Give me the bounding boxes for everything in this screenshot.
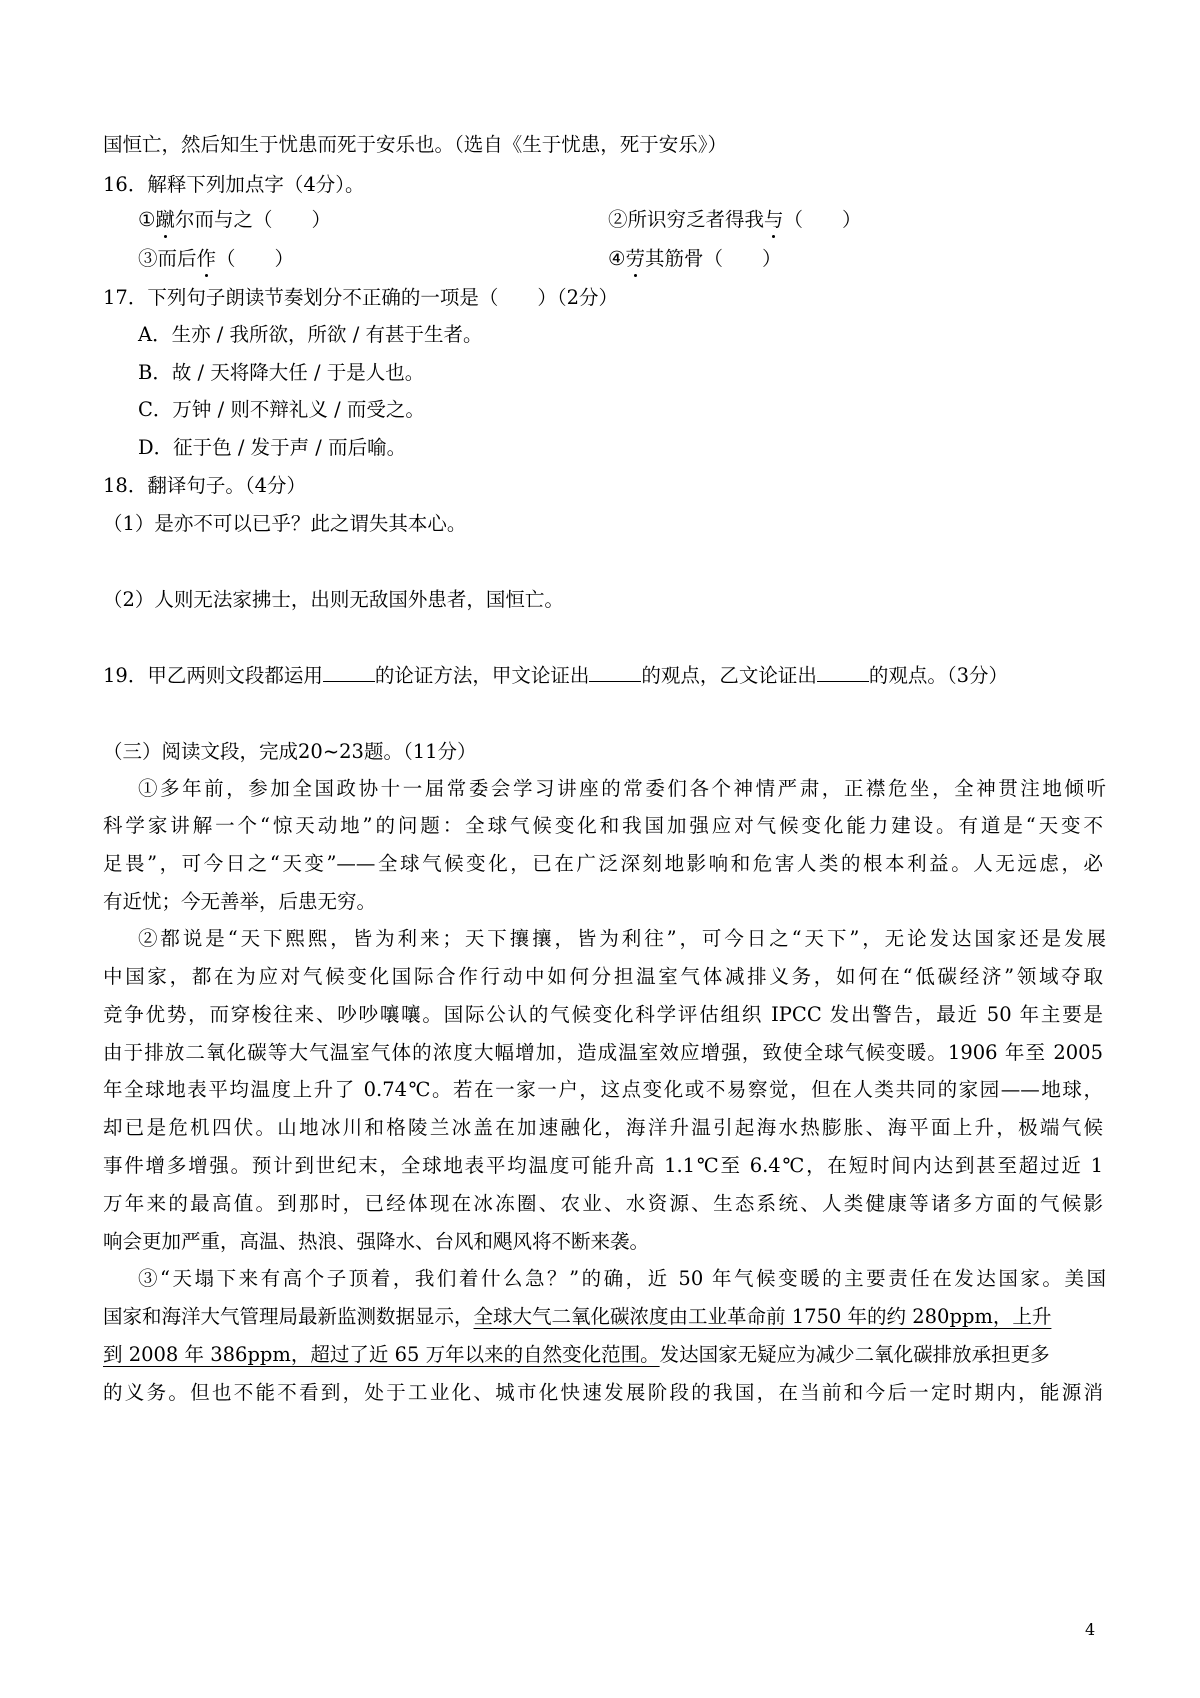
q17-option-c: C．万钟 / 则不辩礼义 / 而受之。 — [138, 398, 425, 421]
q16-item-1: ①蹴尔而与之（ ） — [138, 208, 332, 231]
q16-item-2: ②所识穷乏者得我与（ ） — [608, 208, 862, 231]
emphasis-dot-char: 与 — [764, 208, 784, 231]
q16-item-4: ④劳其筋骨（ ） — [608, 247, 782, 270]
q18-sentence-1: （1）是亦不可以已乎？此之谓失其本心。 — [103, 512, 467, 535]
para2-line-8: 万年来的最高值。到那时，已经体现在冰冻圈、农业、水资源、生态系统、人类健康等诸多方面的气候影 — [103, 1192, 1103, 1215]
emphasis-dot-char: 劳 — [625, 247, 645, 270]
emphasis-dot-char: 作 — [196, 247, 217, 270]
q18-title: 18．翻译句子。（4分） — [103, 474, 306, 497]
para1-line-2: 科学家讲解一个“惊天动地”的问题：全球气候变化和我国加强应对气候变化能力建设。有道是“天变不 — [103, 814, 1103, 837]
para3-line-2: 国家和海洋大气管理局最新监测数据显示，全球大气二氧化碳浓度由工业革命前 1750 年的约 280ppm，上升 — [103, 1305, 1052, 1328]
para1-line-4: 有近忧；今无善举，后患无穷。 — [103, 890, 377, 913]
q16-title: 16．解释下列加点字（4分）。 — [103, 173, 365, 196]
q17-option-b: B．故 / 天将降大任 / 于是人也。 — [138, 361, 425, 384]
underlined-sentence: 到 2008 年 386ppm，超过了近 65 万年以来的自然变化范围。 — [103, 1343, 660, 1366]
answer-blank-1[interactable] — [323, 663, 375, 682]
underlined-sentence: 全球大气二氧化碳浓度由工业革命前 1750 年的约 280ppm，上升 — [473, 1305, 1052, 1328]
para2-line-6: 却已是危机四伏。山地冰川和格陵兰冰盖在加速融化，海洋升温引起海水热膨胀、海平面上升，极端气候 — [103, 1116, 1103, 1139]
passage-jia-tail: 国恒亡，然后知生于忧患而死于安乐也。（选自《生于忧患，死于安乐》） — [103, 133, 728, 156]
para2-line-7: 事件增多增强。预计到世纪末，全球地表平均温度可能升高 1.1℃至 6.4℃，在短时间内达到甚至超过近 1 — [103, 1154, 1103, 1177]
para1-line-1: ①多年前，参加全国政协十一届常委会学习讲座的常委们各个神情严肃，正襟危坐，全神贯注地倾听 — [138, 777, 1106, 800]
answer-blank-2[interactable] — [589, 663, 641, 682]
para2-line-4: 由于排放二氧化碳等大气温室气体的浓度大幅增加，造成温室效应增强，致使全球气候变暖。1906 年至 2005 — [103, 1041, 1103, 1064]
para2-line-9: 响会更加严重，高温、热浪、强降水、台风和飓风将不断来袭。 — [103, 1230, 650, 1253]
q17-option-d: D．征于色 / 发于声 / 而后喻。 — [138, 436, 407, 459]
q19-question: 19．甲乙两则文段都运用 的论证方法，甲文论证出 的观点，乙文论证出 的观点。（3分） — [103, 664, 1009, 687]
para2-line-5: 年全球地表平均温度上升了 0.74℃。若在一家一户，这点变化或不易察觉，但在人类共同的家园——地球， — [103, 1078, 1103, 1101]
q16-item-3: ③而后作（ ） — [138, 247, 295, 270]
para3-line-1: ③“天塌下来有高个子顶着，我们着什么急？”的确，近 50 年气候变暖的主要责任在发达国家。美国 — [138, 1267, 1106, 1290]
para2-line-1: ②都说是“天下熙熙，皆为利来；天下攘攘，皆为利往”，可今日之“天下”，无论发达国家还是发展 — [138, 927, 1106, 950]
section3-title: （三）阅读文段，完成20~23题。（11分） — [103, 740, 477, 763]
para3-line-3: 到 2008 年 386ppm，超过了近 65 万年以来的自然变化范围。发达国家无疑应为减少二氧化碳排放承担更多 — [103, 1343, 1050, 1366]
emphasis-dot-char: 蹴 — [155, 208, 175, 231]
para2-line-2: 中国家，都在为应对气候变化国际合作行动中如何分担温室气体减排义务，如何在“低碳经济”领域夺取 — [103, 965, 1103, 988]
para3-line-4: 的义务。但也不能不看到，处于工业化、城市化快速发展阶段的我国，在当前和今后一定时期内，能源消 — [103, 1381, 1103, 1404]
para1-line-3: 足畏”，可今日之“天变”——全球气候变化，已在广泛深刻地影响和危害人类的根本利益。人无远虑，必 — [103, 852, 1103, 875]
q17-option-a: A．生亦 / 我所欲，所欲 / 有甚于生者。 — [138, 323, 483, 346]
q18-sentence-2: （2）人则无法家拂士，出则无敌国外患者，国恒亡。 — [103, 588, 564, 611]
q17-title: 17．下列句子朗读节奏划分不正确的一项是（ ）（2分） — [103, 286, 618, 309]
para2-line-3: 竞争优势，而穿梭往来、吵吵嚷嚷。国际公认的气候变化科学评估组织 IPCC 发出警告，最近 50 年主要是 — [103, 1003, 1103, 1026]
page-number: 4 — [1085, 1620, 1096, 1639]
answer-blank-3[interactable] — [817, 663, 869, 682]
